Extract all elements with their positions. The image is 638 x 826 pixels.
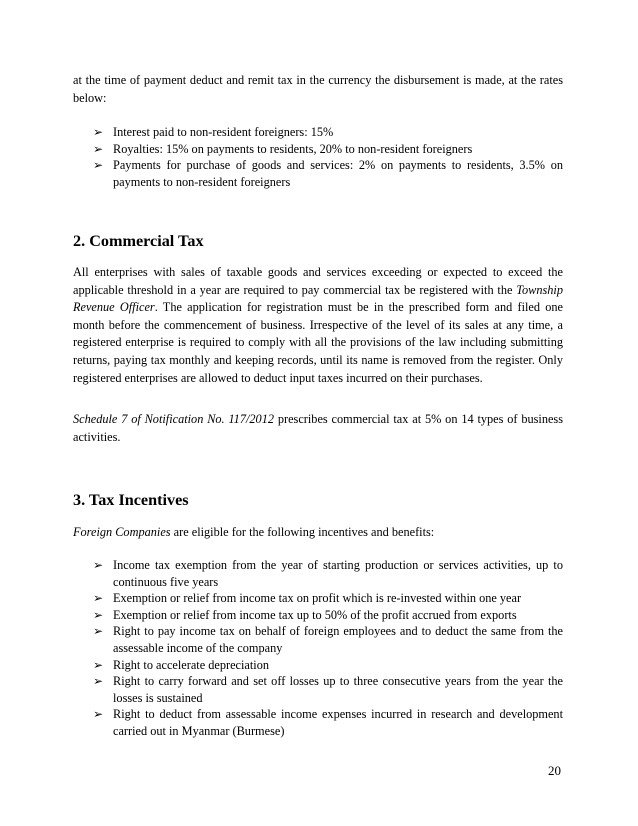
arrow-bullet-icon: ➢ <box>93 674 104 689</box>
arrow-bullet-icon: ➢ <box>93 125 104 139</box>
page-number: 20 <box>548 763 561 778</box>
schedule-reference-text: Schedule 7 of Notification No. 117/2012 <box>73 412 274 426</box>
section-heading-tax-incentives: 3. Tax Incentives <box>73 491 189 509</box>
list-item: ➢ Exemption or relief from income tax up to 50% of the profit accrued from exports <box>93 607 517 622</box>
list-item: ➢ Right to deduct from assessable income expenses incurred in research and development carried out in Myanmar (Burmese) <box>93 707 563 738</box>
list-item: ➢ Royalties: 15% on payments to residents, 20% to non-resident foreigners <box>93 141 473 156</box>
rates-bullet-list <box>93 124 563 190</box>
list-item: ➢ Income tax exemption from the year of starting production or services activities, up to continuous five years <box>93 558 563 589</box>
list-item: ➢ Right to pay income tax on behalf of foreign employees and to deduct the same from the assessable income of the company <box>93 624 563 655</box>
arrow-bullet-icon: ➢ <box>93 558 104 572</box>
intro-text: at the time of payment deduct and remit tax in the currency the disbursement is made, at the rates below: <box>73 73 563 105</box>
list-item: ➢ Right to accelerate depreciation <box>93 657 270 672</box>
schedule-paragraph: Schedule 7 of Notification No. 117/2012 prescribes commercial tax at 5% on 14 types of business activities. <box>73 412 563 444</box>
commercial-tax-paragraph: All enterprises with sales of taxable goods and services exceeding or expected to exceed the applicable threshold in a year are required to pay commercial tax be registered with the Township Revenue Officer. The application for registration must be in the prescribed form and filed one month before the commencement of business. Irrespective of the level of its sales at any time, a registered enterprise is required to comply with all the provisions of the law including submitting returns, paying tax monthly and keeping records, until its name is removed from the register. Only registered enterprises are allowed to deduct input taxes incurred on their purchases. <box>73 265 563 385</box>
section-heading-commercial-tax: 2. Commercial Tax <box>73 232 204 250</box>
list-item: ➢ Right to carry forward and set off losses up to three consecutive years from the year the losses is sustained <box>93 674 563 705</box>
arrow-bullet-icon: ➢ <box>93 657 104 672</box>
intro-paragraph <box>73 72 563 107</box>
list-item: ➢ Exemption or relief from income tax on profit which is re-invested within one year <box>93 591 522 606</box>
incentives-bullet-list <box>93 557 563 740</box>
arrow-bullet-icon: ➢ <box>93 624 104 639</box>
tax-incentives-intro: Foreign Companies are eligible for the following incentives and benefits: <box>73 525 435 539</box>
township-revenue-officer-text: Township Revenue Officer <box>73 282 563 315</box>
list-item: ➢ Payments for purchase of goods and services: 2% on payments to residents, 3.5% on payments to non-resident foreigners <box>93 158 563 189</box>
arrow-bullet-icon: ➢ <box>93 607 104 622</box>
arrow-bullet-icon: ➢ <box>93 141 104 156</box>
arrow-bullet-icon: ➢ <box>93 707 104 722</box>
foreign-companies-text: Foreign Companies <box>73 525 171 539</box>
arrow-bullet-icon: ➢ <box>93 158 104 173</box>
arrow-bullet-icon: ➢ <box>93 591 104 606</box>
list-item: ➢ Interest paid to non-resident foreigners: 15% <box>93 125 334 139</box>
